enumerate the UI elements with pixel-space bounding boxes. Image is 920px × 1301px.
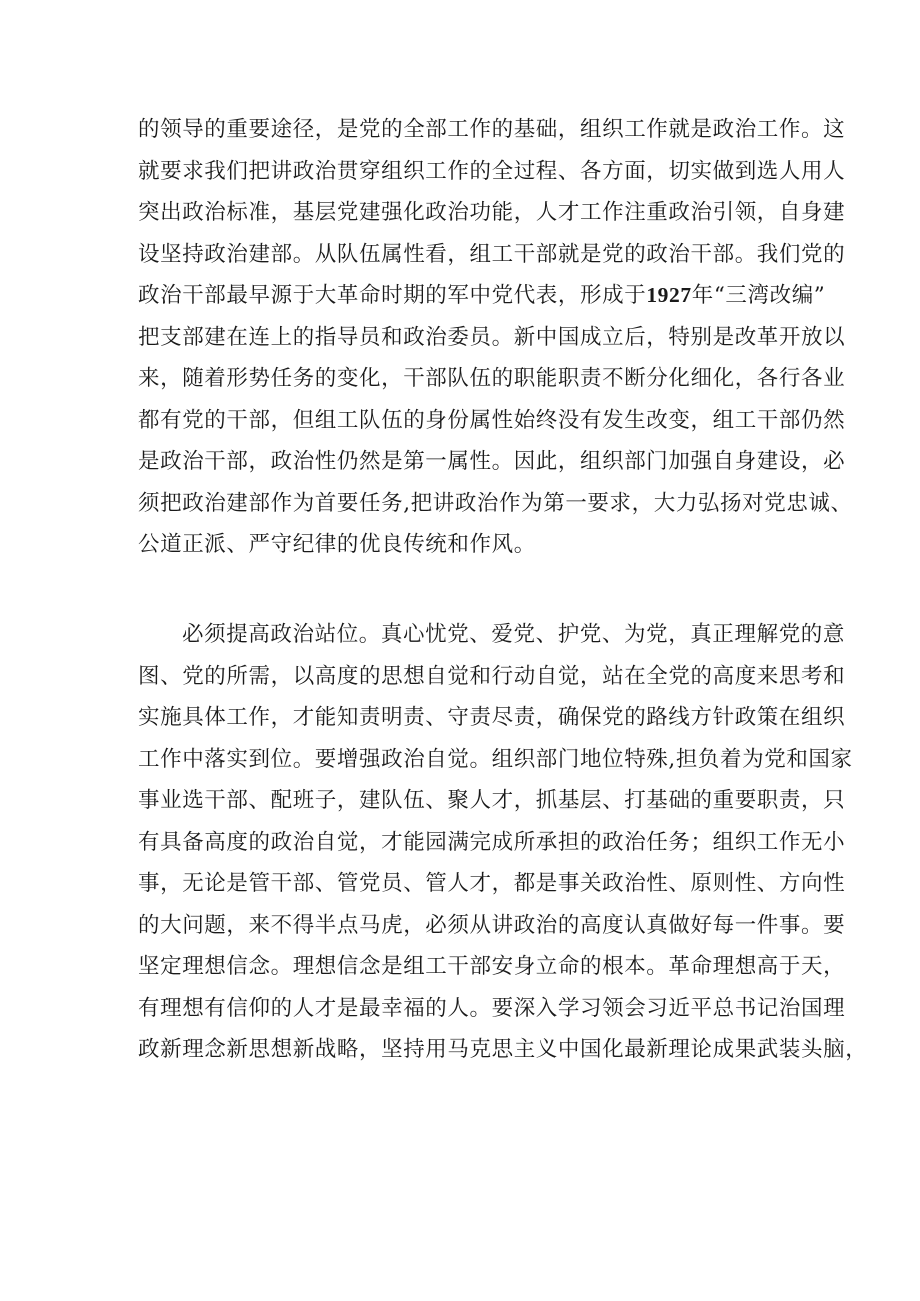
paragraph-line: 有理想有信仰的人才是最幸福的人。要深入学习领会习近平总书记治国理 (138, 995, 846, 1021)
paragraph-line: 的大问题，来不得半点马虎，必须从讲政治的高度认真做好每一件事。要 (138, 912, 846, 938)
paragraph-line: 图、党的所需，以高度的思想自觉和行动自觉，站在全党的高度来思考和 (138, 663, 846, 689)
paragraph-line: 工作中落实到位。要增强政治自觉。组织部门地位特殊,担负着为党和国家 (138, 746, 853, 772)
line-text-tail: 年“三湾改编” (691, 283, 826, 308)
paragraph-line: 突出政治标准，基层党建强化政治功能，人才工作注重政治引领，自身建 (138, 200, 846, 225)
paragraph-line: 有具备高度的政治自觉，才能园满完成所承担的政治任务；组织工作无小 (138, 829, 846, 855)
paragraph-line: 必须提高政治站位。真心忧党、爱党、护党、为党，真正理解党的意 (182, 622, 846, 647)
paragraph-line: 设坚持政治建部。从队伍属性看，组工干部就是党的政治干部。我们党的 (138, 241, 846, 267)
paragraph-1 (138, 109, 853, 566)
paragraph-line: 是政治干部，政治性仍然是第一属性。因此，组织部门加强自身建设，必 (138, 449, 846, 474)
paragraph-line: 公道正派、严守纪律的优良传统和作风。 (138, 532, 536, 557)
paragraph-line: 须把政治建部作为首要任务,把讲政治作为第一要求，大力弘扬对党忠诚、 (138, 490, 853, 516)
paragraph-line: 就要求我们把讲政治贯穿组织工作的全过程、各方面，切实做到选人用人 (138, 158, 846, 184)
paragraph-line: 来，随着形势任务的变化，干部队伍的职能职责不断分化细化，各行各业 (138, 366, 846, 391)
paragraph-line: 事，无论是管干部、管党员、管人才，都是事关政治性、原则性、方向性 (138, 871, 846, 896)
year-number: 1927 (646, 283, 692, 307)
paragraph-line: 事业选干部、配班子，建队伍、聚人才，抓基层、打基础的重要职责，只 (138, 788, 846, 813)
paragraph-line: 的领导的重要途径，是党的全部工作的基础，组织工作就是政治工作。这 (138, 117, 846, 142)
paragraph-2 (138, 614, 868, 1071)
paragraph-line (138, 275, 826, 317)
paragraph-line: 都有党的干部，但组工队伍的身份属性始终没有发生改变，组工干部仍然 (138, 407, 846, 433)
paragraph-line: 坚定理想信念。理想信念是组工干部安身立命的根本。革命理想高于天， (138, 954, 846, 979)
paragraph-line: 实施具体工作，才能知责明责、守责尽责，确保党的路线方针政策在组织 (138, 705, 846, 730)
line-text: 政治干部最早源于大革命时期的军中党代表，形成于 (138, 283, 647, 308)
paragraph-line: 把支部建在连上的指导员和政治委员。新中国成立后，特别是改革开放以 (138, 324, 846, 350)
paragraph-line: 政新理念新思想新战略，坚持用马克思主义中国化最新理论成果武装头脑， (138, 1037, 868, 1062)
